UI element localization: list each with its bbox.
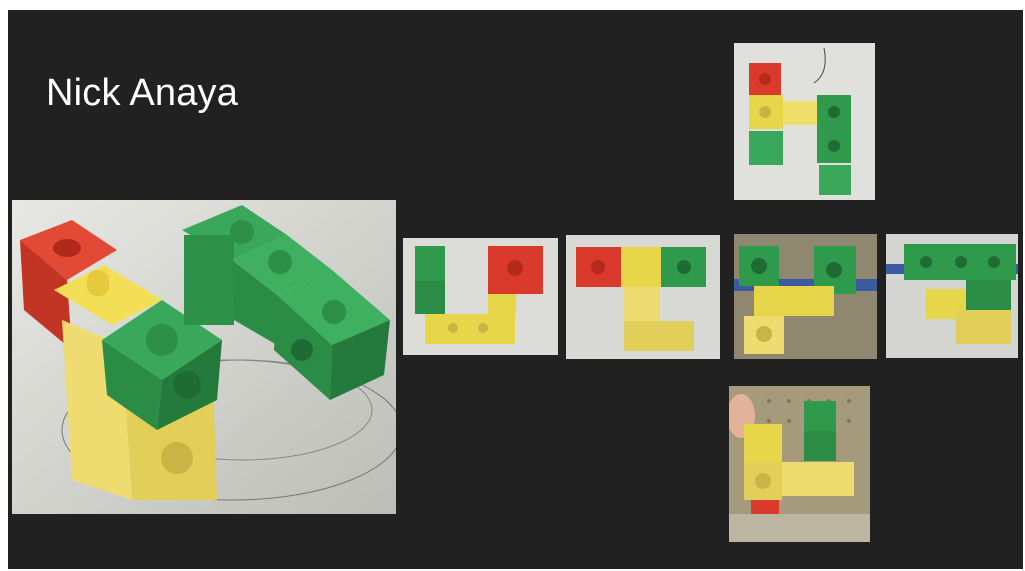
side-view-photo-3 (734, 234, 877, 359)
bottom-view-photo (729, 386, 870, 542)
side-view-photo-1 (403, 238, 558, 355)
slide-title: Nick Anaya (46, 72, 239, 114)
top-view-photo (734, 43, 875, 200)
side-view-photo-4 (886, 234, 1018, 358)
side-view-photo-2 (566, 235, 720, 359)
main-photo (12, 200, 396, 514)
